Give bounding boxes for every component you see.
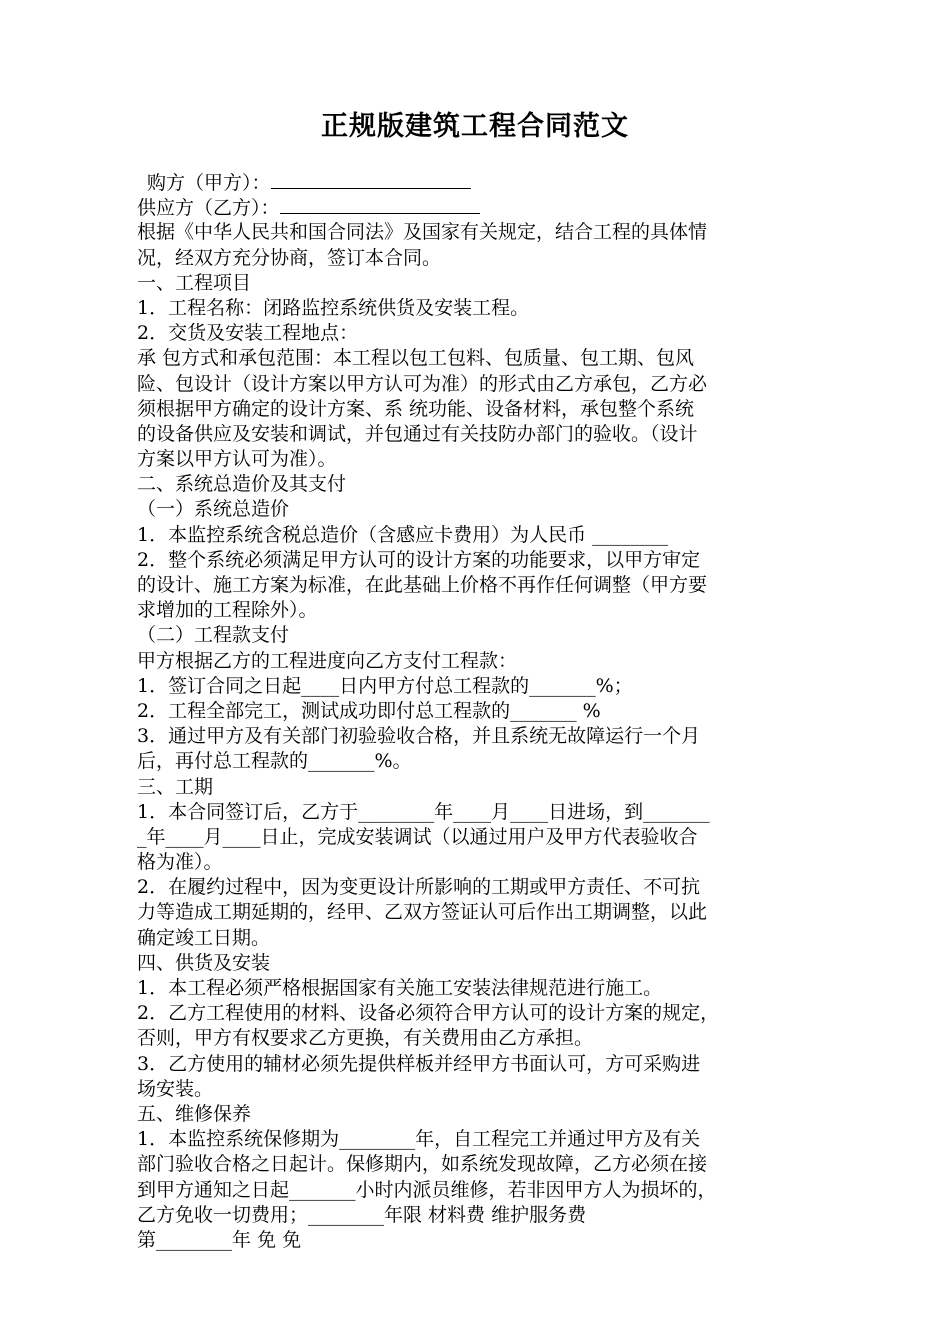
contract-line bbox=[137, 800, 817, 825]
contract-line bbox=[137, 523, 817, 548]
contract-line-text: 1．签订合同之日起____日内甲方付总工程款的_______%； bbox=[137, 674, 633, 697]
contract-line bbox=[137, 724, 817, 749]
contract-line-text: 1．本合同签订后，乙方于________年____月____日进场，到_______ bbox=[137, 800, 710, 823]
contract-line bbox=[137, 749, 817, 774]
contract-line bbox=[137, 422, 817, 447]
contract-line bbox=[137, 246, 817, 271]
contract-line-text: 3．乙方使用的辅材必须先提供样板并经甲方书面认可，方可采购进 bbox=[137, 1052, 701, 1075]
contract-line-text: 部门验收合格之日起计。保修期内，如系统发现故障，乙方必须在接 bbox=[137, 1153, 708, 1176]
contract-line-text: _年____月____日止，完成安装调试（以通过用户及甲方代表验收合 bbox=[137, 825, 698, 848]
contract-line-text: 格为准）。 bbox=[137, 851, 223, 874]
contract-line-text: 1．本监控系统含税总造价（含感应卡费用）为人民币 ________ bbox=[137, 523, 669, 546]
contract-line-text: 1．本工程必须严格根据国家有关施工安装法律规范进行施工。 bbox=[137, 977, 663, 999]
contract-line bbox=[137, 875, 817, 900]
contract-line bbox=[137, 825, 817, 850]
contract-line-text: 承 包方式和承包范围：本工程以包工包料、包质量、包工期、包风 bbox=[137, 347, 695, 370]
contract-line bbox=[137, 1228, 817, 1253]
document-body bbox=[137, 170, 817, 1253]
contract-line-text: 到甲方通知之日起_______小时内派员维修，若非因甲方人为损坏的， bbox=[137, 1178, 717, 1201]
contract-line bbox=[137, 346, 817, 371]
contract-line-text: 四、供货及安装 bbox=[137, 951, 271, 974]
contract-line bbox=[137, 850, 817, 875]
contract-line bbox=[137, 296, 817, 321]
contract-line bbox=[137, 649, 817, 674]
contract-line-text: 否则，甲方有权要求乙方更换，有关费用由乙方承担。 bbox=[137, 1027, 594, 1050]
contract-line bbox=[137, 623, 817, 648]
contract-line bbox=[137, 1127, 817, 1152]
contract-line-text: 场安装。 bbox=[137, 1077, 214, 1100]
contract-line-text: 第________年 免 免 bbox=[137, 1228, 302, 1251]
contract-line bbox=[137, 976, 817, 1001]
contract-line bbox=[137, 674, 817, 699]
contract-line-text: （二）工程款支付 bbox=[137, 624, 290, 647]
contract-line bbox=[137, 1052, 817, 1077]
contract-line bbox=[137, 1203, 817, 1228]
contract-line bbox=[137, 699, 817, 724]
contract-line-text: 供应方（乙方）： bbox=[137, 197, 280, 220]
contract-line bbox=[137, 447, 817, 472]
contract-line-text: 甲方根据乙方的工程进度向乙方支付工程款： bbox=[137, 649, 518, 672]
contract-line-text: 的设计、施工方案为标准，在此基础上价格不再作任何调整（甲方要 bbox=[137, 574, 708, 596]
contract-line-text: 2．交货及安装工程地点： bbox=[137, 322, 359, 345]
contract-line-text: （一）系统总造价 bbox=[137, 498, 290, 521]
contract-line-text: 2．乙方工程使用的材料、设备必须符合甲方认可的设计方案的规定， bbox=[137, 1002, 720, 1025]
contract-line-text: 三、工期 bbox=[137, 775, 214, 798]
contract-line-text: 根据《中华人民共和国合同法》及国家有关规定，结合工程的具体情 bbox=[137, 221, 708, 244]
contract-line bbox=[137, 321, 817, 346]
contract-line-text: 1．本监控系统保修期为________年，自工程完工并通过甲方及有关 bbox=[137, 1128, 701, 1151]
contract-line-text: 确定竣工日期。 bbox=[137, 926, 271, 949]
contract-line bbox=[137, 1026, 817, 1051]
contract-line-text: 2．在履约过程中，因为变更设计所影响的工期或甲方责任、不可抗 bbox=[137, 876, 701, 899]
contract-line-text: 后，再付总工程款的_______%。 bbox=[137, 750, 412, 773]
contract-line bbox=[137, 951, 817, 976]
contract-line-text: 购方（甲方）： bbox=[147, 172, 271, 194]
contract-line-text: 况，经双方充分协商，签订本合同。 bbox=[137, 246, 442, 269]
document-title: 正规版建筑工程合同范文 bbox=[321, 111, 629, 142]
contract-line bbox=[137, 900, 817, 925]
contract-line-text: 求增加的工程除外）。 bbox=[137, 599, 318, 622]
fill-in-blank bbox=[271, 170, 471, 189]
contract-line bbox=[137, 775, 817, 800]
contract-line-text: 力等造成工期延期的，经甲、乙双方签证认可后作出工期调整，以此 bbox=[137, 901, 708, 924]
contract-line-text: 乙方免收一切费用；________年限 材料费 维护服务费 bbox=[137, 1203, 587, 1226]
contract-line bbox=[137, 1001, 817, 1026]
contract-line-text: 方案以甲方认可为准）。 bbox=[137, 448, 337, 471]
contract-line-text: 1．工程名称：闭路监控系统供货及安装工程。 bbox=[137, 296, 530, 319]
contract-line-text: 2．整个系统必须满足甲方认可的设计方案的功能要求，以甲方审定 bbox=[137, 548, 701, 571]
contract-line-text: 2．工程全部完工，测试成功即付总工程款的_______ % bbox=[137, 699, 601, 722]
contract-line bbox=[137, 397, 817, 422]
contract-line-text: 二、系统总造价及其支付 bbox=[137, 473, 347, 496]
contract-line bbox=[137, 497, 817, 522]
contract-line-text: 3．通过甲方及有关部门初验验收合格，并且系统无故障运行一个月 bbox=[137, 725, 701, 748]
contract-line bbox=[137, 1178, 817, 1203]
contract-line-text: 险、包设计（设计方案以甲方认可为准）的形式由乙方承包，乙方必 bbox=[137, 372, 708, 395]
contract-line bbox=[137, 195, 817, 220]
contract-line bbox=[137, 372, 817, 397]
contract-line bbox=[137, 472, 817, 497]
contract-line bbox=[137, 598, 817, 623]
fill-in-blank bbox=[280, 195, 480, 214]
contract-line-text: 的设备供应及安装和调试，并包通过有关技防办部门的验收。（设计 bbox=[137, 422, 698, 445]
contract-line bbox=[137, 170, 817, 195]
contract-line bbox=[137, 1152, 817, 1177]
contract-line-text: 一、工程项目 bbox=[137, 271, 252, 294]
contract-line bbox=[137, 271, 817, 296]
contract-line bbox=[137, 1102, 817, 1127]
contract-line bbox=[137, 573, 817, 598]
contract-line bbox=[137, 548, 817, 573]
contract-line bbox=[137, 926, 817, 951]
contract-line bbox=[137, 220, 817, 245]
contract-line-text: 五、维修保养 bbox=[137, 1102, 252, 1125]
contract-line-text: 须根据甲方确定的设计方案、系 统功能、设备材料，承包整个系统 bbox=[137, 397, 695, 420]
contract-line bbox=[137, 1077, 817, 1102]
